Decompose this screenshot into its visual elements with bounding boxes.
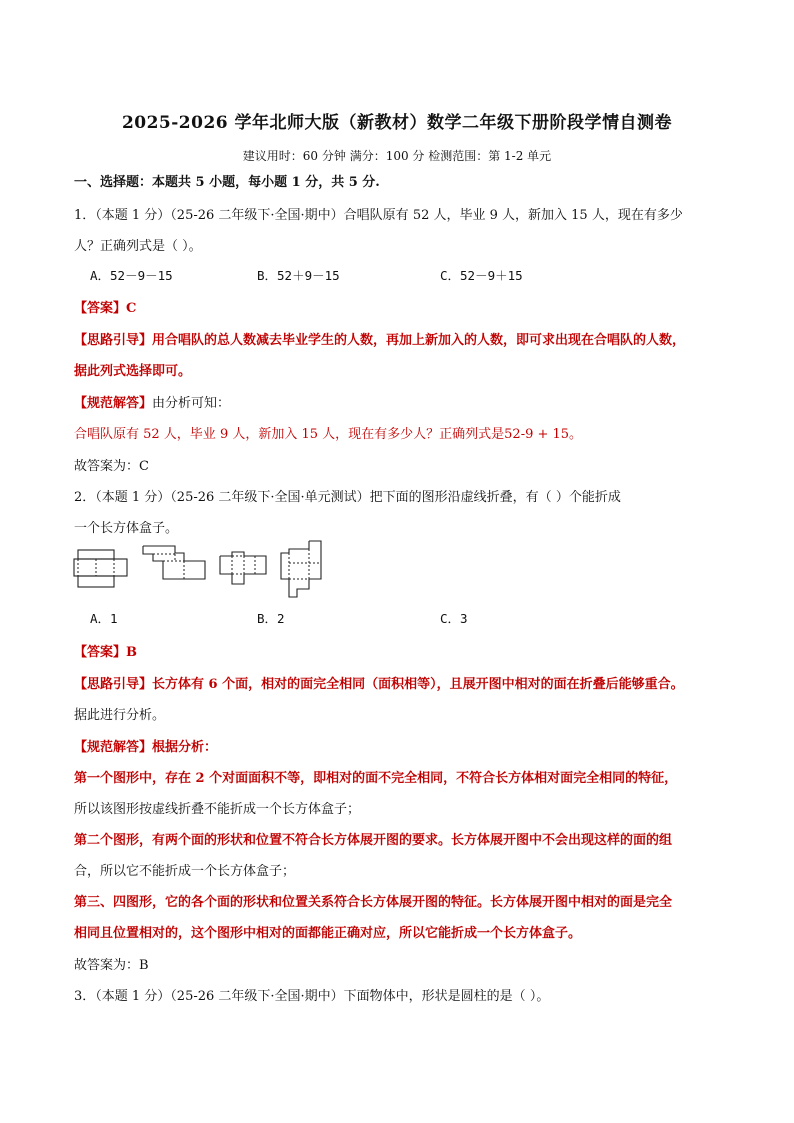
q1-option-b: B．52＋9－15 bbox=[257, 268, 340, 283]
answer-tag: 【答案】 bbox=[74, 645, 127, 660]
q1-stem-line1: 1．（本题 1 分）（25-26 二年级下·全国·期中）合唱队原有 52 人，毕业 9 人，新加入 15 人，现在有多少 bbox=[74, 208, 683, 223]
q1-guide bbox=[74, 329, 685, 348]
q2-final-answer: 故答案为：B bbox=[74, 958, 149, 973]
q2-option-c: C．3 bbox=[440, 611, 468, 626]
q2-stem-line1: 2．（本题 1 分）（25-26 二年级下·全国·单元测试）把下面的图形沿虚线折叠，有（ ）个能折成 bbox=[74, 490, 621, 505]
guide-tag: 【思路引导】 bbox=[74, 333, 153, 348]
answer-value: C bbox=[126, 301, 137, 316]
answer-tag: 【答案】 bbox=[74, 301, 127, 316]
q1-option-c: C．52－9＋15 bbox=[440, 268, 523, 283]
q1-guide-line2: 据此列式选择即可。 bbox=[74, 364, 192, 379]
net-figure-1 bbox=[74, 546, 134, 591]
q2-guide-line2: 据此进行分析。 bbox=[74, 708, 166, 723]
guide-tag: 【思路引导】 bbox=[74, 677, 153, 692]
q2-option-b: B．2 bbox=[257, 611, 285, 626]
solution-tag: 【规范解答】 bbox=[74, 396, 153, 411]
guide-text: 长方体有 6 个面，相对的面完全相同（面积相等），且展开图中相对的面在折叠后能够重合。 bbox=[152, 677, 684, 692]
q1-solution-head bbox=[74, 392, 230, 411]
q2-solution-line1: 第一个图形中，存在 2 个对面面积不等，即相对的面不完全相同，不符合长方体相对面完全相同的特征， bbox=[74, 771, 678, 786]
q1-solution-line1: 合唱队原有 52 人，毕业 9 人，新加入 15 人，现在有多少人？正确列式是52-9 + 15。 bbox=[74, 427, 583, 442]
q2-guide bbox=[74, 673, 684, 692]
q2-solution-line5: 第三、四图形，它的各个面的形状和位置关系符合长方体展开图的特征。长方体展开图中相对的面是完全 bbox=[74, 895, 673, 910]
q1-final-answer: 故答案为：C bbox=[74, 459, 149, 474]
q2-solution-line4: 合，所以它不能折成一个长方体盒子； bbox=[74, 864, 296, 879]
q2-solution-head bbox=[74, 736, 217, 755]
guide-text: 用合唱队的总人数减去毕业学生的人数，再加上新加入的人数，即可求出现在合唱队的人数， bbox=[152, 333, 686, 348]
solution-intro: 根据分析： bbox=[152, 740, 218, 755]
q2-option-a: A．1 bbox=[90, 611, 118, 626]
net-figure-2 bbox=[143, 546, 208, 582]
page-title: 2025-2026 学年北师大版（新教材）数学二年级下册阶段学情自测卷 bbox=[121, 113, 673, 133]
answer-value: B bbox=[126, 645, 138, 660]
solution-intro: 由分析可知： bbox=[152, 396, 231, 411]
section-heading: 一、选择题：本题共 5 小题，每小题 1 分，共 5 分. bbox=[74, 175, 380, 190]
net-figure-4 bbox=[281, 541, 326, 599]
q2-solution-line6: 相同且位置相对的，这个图形中相对的面都能正确对应，所以它能折成一个长方体盒子。 bbox=[74, 926, 582, 941]
exam-info: 建议用时：60 分钟 满分：100 分 检测范围：第 1-2 单元 bbox=[242, 149, 552, 163]
q1-option-a: A．52－9－15 bbox=[90, 268, 173, 283]
net-figure-3 bbox=[220, 546, 270, 588]
q2-solution-line3: 第二个图形，有两个面的形状和位置不符合长方体展开图的要求。长方体展开图中不会出现这样的面的组 bbox=[74, 833, 673, 848]
q2-answer bbox=[74, 641, 137, 660]
solution-tag: 【规范解答】 bbox=[74, 740, 153, 755]
q1-stem-line2: 人？正确列式是（ ）。 bbox=[74, 239, 202, 254]
q2-solution-line2: 所以该图形按虚线折叠不能折成一个长方体盒子； bbox=[74, 802, 361, 817]
q3-stem-line1: 3．（本题 1 分）（25-26 二年级下·全国·期中）下面物体中，形状是圆柱的是（ ）。 bbox=[74, 989, 550, 1004]
q1-answer bbox=[74, 297, 136, 316]
q2-stem-line2: 一个长方体盒子。 bbox=[74, 521, 179, 536]
